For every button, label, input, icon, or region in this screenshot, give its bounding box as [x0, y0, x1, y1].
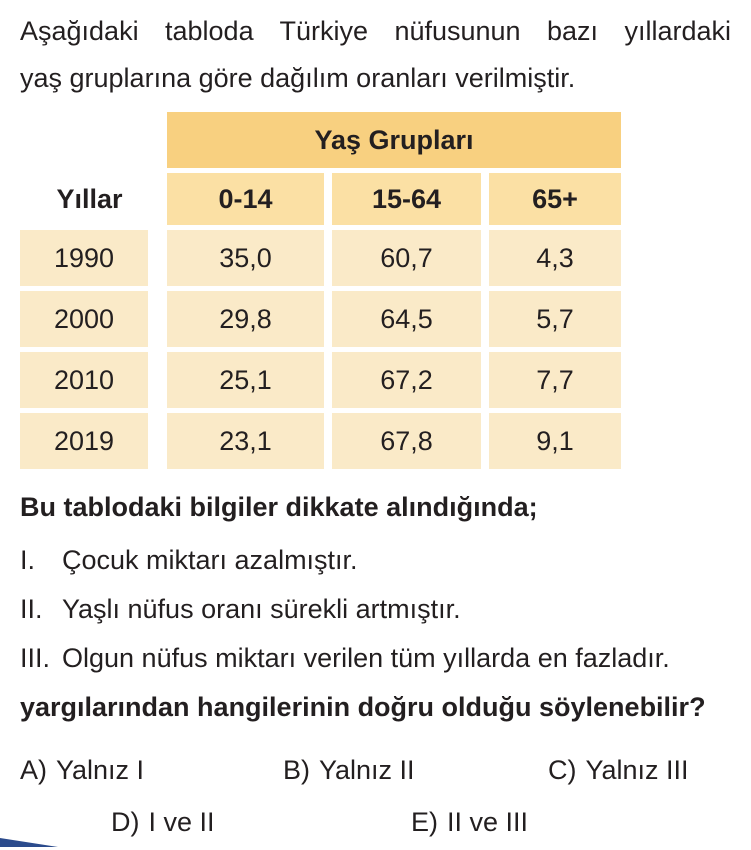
statement-3 [20, 644, 731, 672]
table-corner-spacer [20, 112, 159, 168]
table-group-header: Yaş Grupları [167, 112, 621, 168]
table-col-header-0-14: 0-14 [167, 173, 324, 225]
table-value-cell: 23,1 [167, 413, 324, 469]
statement-2-text: Yaşlı nüfus oranı sürekli artmıştır. [62, 594, 461, 624]
table-value-cell: 35,0 [167, 230, 324, 286]
option-e-text: II ve III [447, 807, 529, 837]
statement-2 [20, 595, 731, 623]
option-c[interactable] [548, 755, 689, 786]
intro-line-2: yaş gruplarına göre dağılım oranları verilmiştir. [20, 63, 576, 93]
statement-2-numeral: II. [20, 594, 43, 624]
table-row-header-yillar: Yıllar [56, 183, 123, 214]
statement-1-numeral: I. [20, 545, 36, 575]
corner-wedge-icon [0, 838, 58, 847]
statements-list [20, 546, 731, 672]
table-col-header-65plus: 65+ [489, 173, 621, 225]
table-value-cell: 60,7 [332, 230, 481, 286]
option-a-text: Yalnız I [56, 755, 145, 785]
option-d[interactable] [111, 807, 215, 838]
population-age-table [20, 112, 621, 469]
option-a[interactable] [20, 755, 144, 786]
table-year-cell: 2019 [20, 413, 148, 469]
table-value-cell: 7,7 [489, 352, 621, 408]
table-value-cell: 9,1 [489, 413, 621, 469]
table-year-cell: 2010 [20, 352, 148, 408]
table-col-header-15-64: 15-64 [332, 173, 481, 225]
answer-options [20, 755, 731, 850]
table-year-cell: 2000 [20, 291, 148, 347]
table-value-cell: 29,8 [167, 291, 324, 347]
question-intro [20, 8, 731, 102]
option-a-key: A) [20, 755, 47, 785]
question-lead: Bu tablodaki bilgiler dikkate alındığında; [20, 492, 538, 522]
statement-1-text: Çocuk miktarı azalmıştır. [62, 545, 358, 575]
intro-line-1: Aşağıdaki tabloda Türkiye nüfusunun bazı yıllardaki [20, 16, 731, 46]
option-d-text: I ve II [148, 807, 215, 837]
question-tail: yargılarından hangilerinin doğru olduğu söylenebilir? [20, 692, 706, 722]
table-value-cell: 67,2 [332, 352, 481, 408]
table-year-cell: 1990 [20, 230, 148, 286]
table-value-cell: 64,5 [332, 291, 481, 347]
table-value-cell: 5,7 [489, 291, 621, 347]
page-corner-decoration [0, 838, 58, 847]
option-e[interactable] [411, 807, 528, 838]
option-c-text: Yalnız III [585, 755, 689, 785]
option-e-key: E) [411, 807, 438, 837]
option-b-key: B) [283, 755, 310, 785]
table-value-cell: 4,3 [489, 230, 621, 286]
option-d-key: D) [111, 807, 140, 837]
option-b-text: Yalnız II [319, 755, 415, 785]
option-b[interactable] [283, 755, 415, 786]
statement-1 [20, 546, 731, 574]
statement-3-numeral: III. [20, 643, 51, 673]
statement-3-text: Olgun nüfus miktarı verilen tüm yıllarda en fazladır. [62, 643, 670, 673]
table-value-cell: 67,8 [332, 413, 481, 469]
table-value-cell: 25,1 [167, 352, 324, 408]
option-c-key: C) [548, 755, 577, 785]
